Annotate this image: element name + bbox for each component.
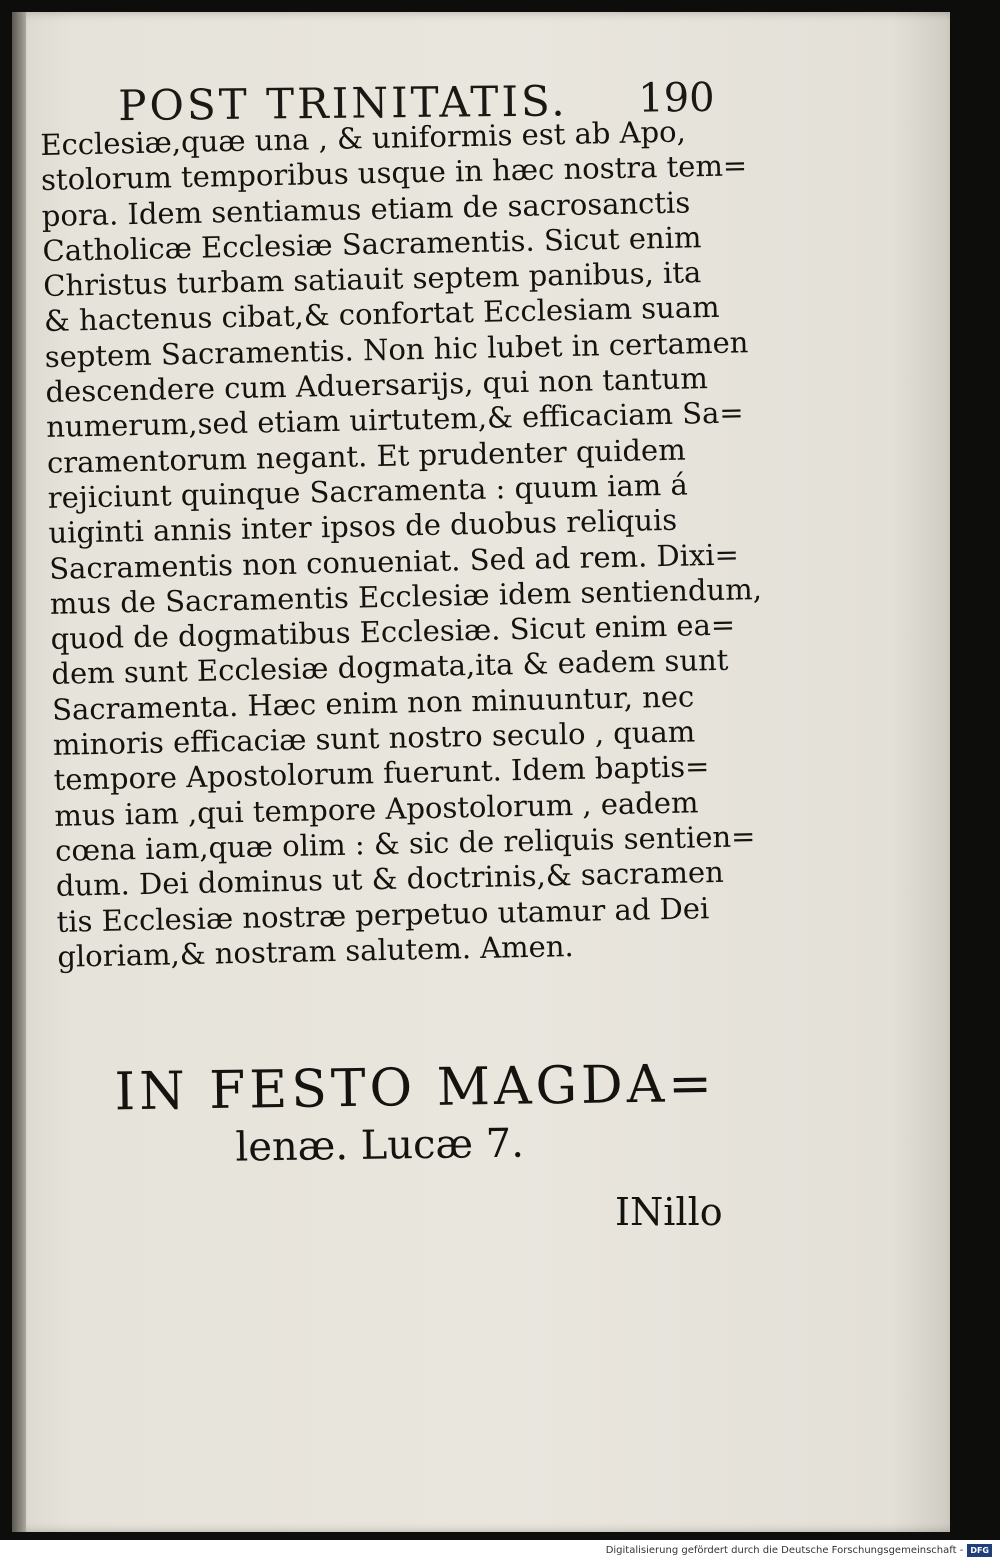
text-line: stolorum temporibus usque in hæc nostra tem=	[40, 148, 748, 198]
text-line: Sacramenta. Hæc enim non minuuntur, nec	[51, 679, 695, 727]
text-line: uiginti annis inter ipsos de duobus reliquis	[48, 503, 678, 551]
page-number: 190	[637, 74, 715, 122]
text-line: & hactenus cibat,& confortat Ecclesiam suam	[43, 290, 720, 339]
text-line: tempore Apostolorum fuerunt. Idem baptis=	[53, 749, 710, 798]
dfg-logo: DFG	[967, 1544, 992, 1557]
text-line: dem sunt Ecclesiæ dogmata,ita & eadem sunt	[51, 643, 729, 692]
digitization-credit	[606, 1543, 992, 1558]
text-line: Ecclesiæ,quæ una , & uniformis est ab Apo,	[40, 114, 687, 162]
text-line: mus de Sacramentis Ecclesiæ idem sentiendum,	[49, 571, 763, 621]
text-line: tis Ecclesiæ nostræ perpetuo utamur ad Dei	[56, 890, 710, 939]
catchword: INillo	[615, 1190, 723, 1234]
running-title: POST TRINITATIS.	[118, 76, 568, 131]
section-heading	[114, 1054, 735, 1173]
text-line: Catholicæ Ecclesiæ Sacramentis. Sicut enim	[42, 220, 702, 268]
credit-text: Digitalisierung gefördert durch die Deutsche Forschungsgemeinschaft -	[605, 1545, 964, 1556]
section-heading-line-2: lenæ. Lucæ 7.	[235, 1120, 525, 1171]
text-line: pora. Idem sentiamus etiam de sacrosanctis	[41, 184, 691, 233]
body-text	[40, 114, 763, 975]
section-heading-line-1: IN FESTO MAGDA=	[114, 1053, 717, 1123]
text-line: dum. Dei dominus ut & doctrinis,& sacramen	[55, 855, 725, 904]
text-line: gloriam,& nostram salutem. Amen.	[57, 928, 575, 974]
text-line: septem Sacramentis. Non hic lubet in certamen	[44, 324, 749, 374]
text-line: Sacramentis non conueniat. Sed ad rem. Dixi=	[48, 537, 740, 586]
text-line: rejiciunt quinque Sacramenta : quum iam á	[47, 467, 689, 515]
page-gutter	[12, 12, 26, 1532]
text-line: cramentorum negant. Et prudenter quidem	[46, 432, 686, 480]
text-line: cœna iam,quæ olim : & sic de reliquis sentien=	[54, 819, 756, 868]
text-line: descendere cum Aduersarijs, qui non tantum	[45, 361, 709, 410]
text-line: Christus turbam satiauit septem panibus, ita	[42, 255, 702, 304]
text-line: quod de dogmatibus Ecclesiæ. Sicut enim ea=	[50, 607, 736, 657]
text-line: mus iam ,qui tempore Apostolorum , eadem	[54, 785, 699, 833]
text-line: minoris efficaciæ sunt nostro seculo , quam	[52, 714, 696, 762]
text-line: numerum,sed etiam uirtutem,& efficaciam Sa=	[45, 395, 744, 445]
